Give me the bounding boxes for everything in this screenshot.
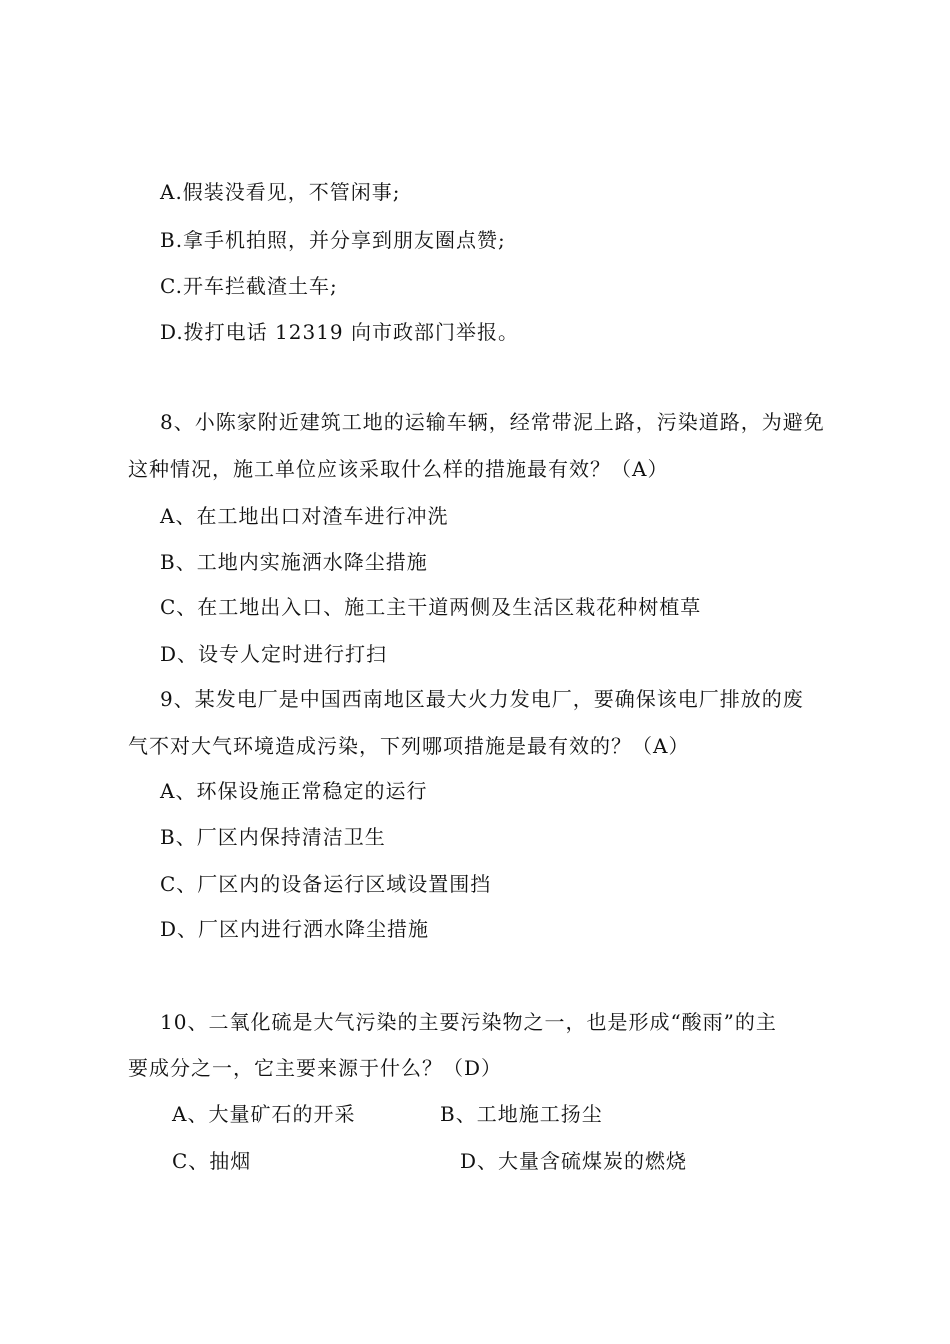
q7-option-d: D.拨打电话 12319 向市政部门举报。 <box>160 320 520 344</box>
q10-option-a: A、大量矿石的开采 <box>172 1102 356 1126</box>
q9-option-c: C、厂区内的设备运行区域设置围挡 <box>160 872 492 896</box>
q7-option-a: A.假装没看见，不管闲事; <box>160 180 401 204</box>
q8-option-d: D、设专人定时进行打扫 <box>160 642 388 666</box>
q10-stem-line2: 要成分之一，它主要来源于什么？（D） <box>128 1056 503 1080</box>
q10-option-d: D、大量含硫煤炭的燃烧 <box>460 1149 688 1173</box>
q9-option-a: A、环保设施正常稳定的运行 <box>160 779 428 803</box>
q9-stem-line1: 9、某发电厂是中国西南地区最大火力发电厂，要确保该电厂排放的废 <box>160 687 804 711</box>
q9-stem-line2: 气不对大气环境造成污染，下列哪项措施是最有效的？（A） <box>128 734 690 758</box>
q8-option-c: C、在工地出入口、施工主干道两侧及生活区栽花种树植草 <box>160 595 702 619</box>
q10-option-b: B、工地施工扬尘 <box>440 1102 603 1126</box>
q8-option-b: B、工地内实施洒水降尘措施 <box>160 550 428 574</box>
q10-stem-line1: 10、二氧化硫是大气污染的主要污染物之一，也是形成“酸雨”的主 <box>160 1010 777 1034</box>
q7-option-c: C.开车拦截渣土车; <box>160 274 338 298</box>
q8-stem-line2: 这种情况，施工单位应该采取什么样的措施最有效？（A） <box>128 457 669 481</box>
q7-option-b: B.拿手机拍照，并分享到朋友圈点赞; <box>160 228 506 252</box>
q9-option-d: D、厂区内进行洒水降尘措施 <box>160 917 430 941</box>
q8-option-a: A、在工地出口对渣车进行冲洗 <box>160 504 449 528</box>
q8-stem-line1: 8、小陈家附近建筑工地的运输车辆，经常带泥上路，污染道路，为避免 <box>160 410 825 434</box>
q9-option-b: B、厂区内保持清洁卫生 <box>160 825 386 849</box>
q10-option-c: C、抽烟 <box>172 1149 252 1173</box>
